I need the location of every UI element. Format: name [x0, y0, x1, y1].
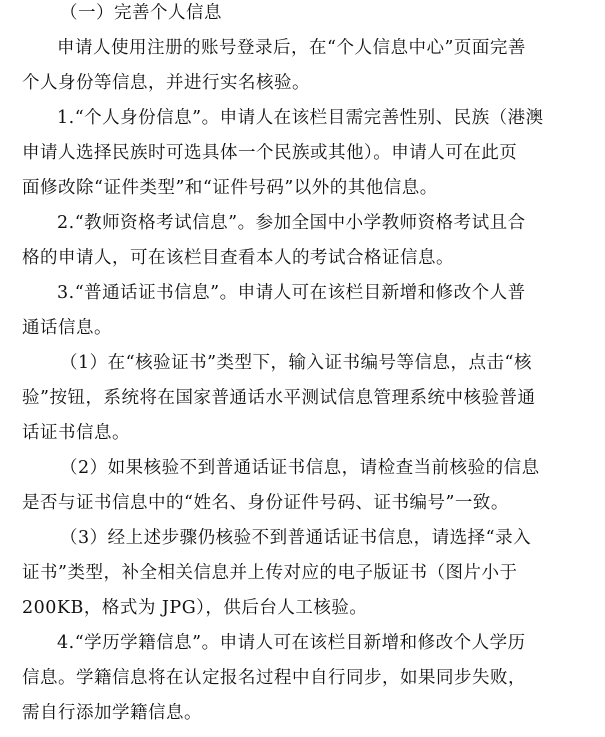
item3-sub2-line-2: 是否与证书信息中的“姓名、身份证件号码、证书编号”一致。: [22, 493, 509, 513]
intro-line-2: 个人身份等信息，并进行实名核验。: [22, 73, 310, 93]
item4-line-1: 4.“学历学籍信息”。申请人可在该栏目新增和修改个人学历: [57, 633, 526, 653]
item3-sub1-line-2: 验”按钮，系统将在国家普通话水平测试信息管理系统中核验普通: [22, 388, 536, 408]
section-heading: （一）完善个人信息: [60, 3, 222, 23]
intro-line-1: 申请人使用注册的账号登录后，在“个人信息中心”页面完善: [57, 38, 526, 58]
item4-line-3: 需自行添加学籍信息。: [22, 703, 202, 723]
item3-line-2: 通话信息。: [22, 318, 112, 338]
item3-sub2-line-1: （2）如果核验不到普通话证书信息，请检查当前核验的信息: [60, 458, 540, 478]
item1-line-3: 面修改除“证件类型”和“证件号码”以外的其他信息。: [22, 178, 438, 198]
item3-sub1-line-3: 话证书信息。: [22, 423, 130, 443]
item3-sub1-line-1: （1）在“核验证书”类型下，输入证书编号等信息，点击“核: [60, 353, 532, 373]
item1-line-2: 申请人选择民族时可选具体一个民族或其他）。申请人可在此页: [22, 143, 518, 163]
item3-sub3-line-1: （3）经上述步骤仍核验不到普通话证书信息，请选择“录入: [60, 528, 532, 548]
item2-line-2: 格的申请人，可在该栏目查看本人的考试合格证信息。: [22, 248, 454, 268]
item3-sub3-line-2: 证书”类型，补全相关信息并上传对应的电子版证书（图片小于: [22, 563, 518, 583]
item1-line-1: 1.“个人身份信息”。申请人在该栏目需完善性别、民族（港澳: [57, 108, 544, 128]
item3-line-1: 3.“普通话证书信息”。申请人可在该栏目新增和修改个人普: [57, 283, 526, 303]
item4-line-2: 信息。学籍信息将在认定报名过程中自行同步，如果同步失败，: [22, 668, 526, 688]
item2-line-1: 2.“教师资格考试信息”。参加全国中小学教师资格考试且合: [57, 213, 526, 233]
item3-sub3-line-3: 200KB，格式为 JPG），供后台人工核验。: [22, 598, 368, 618]
